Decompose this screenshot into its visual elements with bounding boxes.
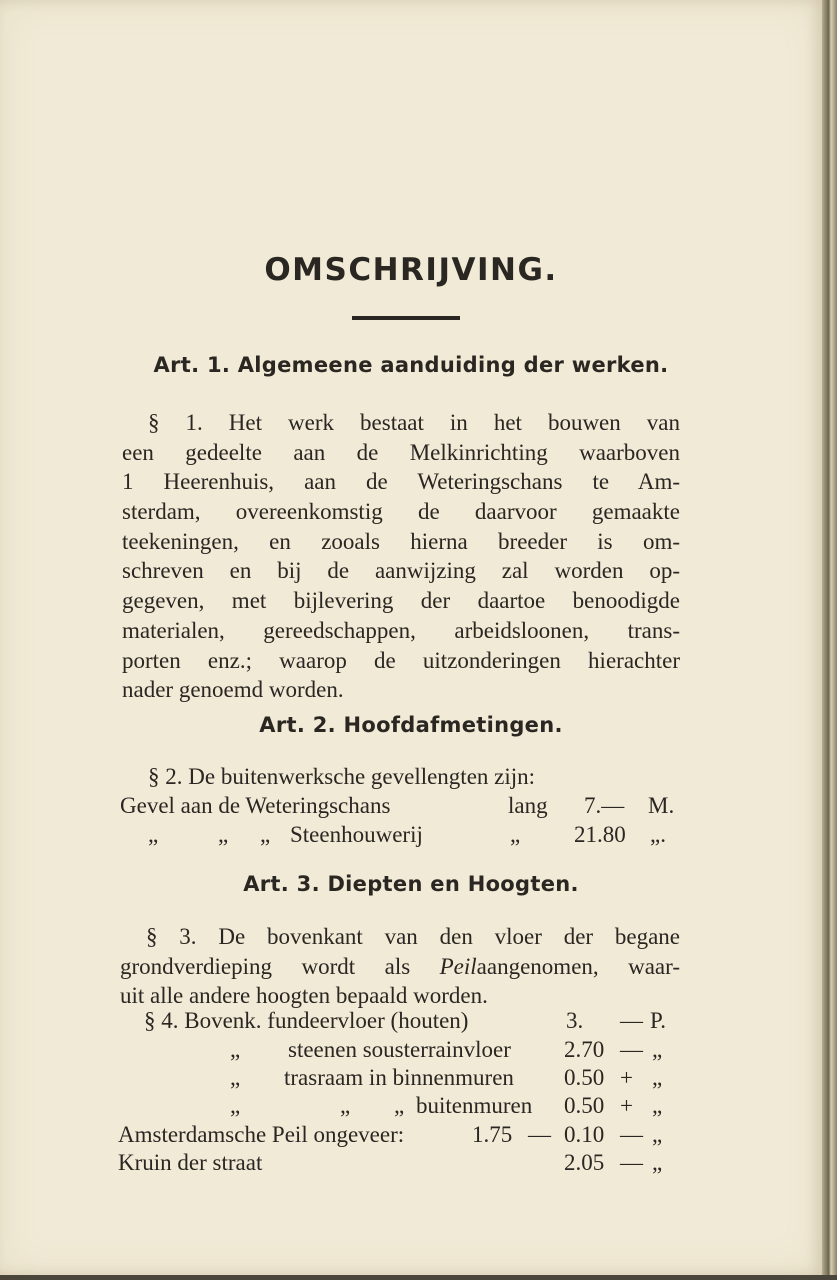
page-title: OMSCHRIJVING. bbox=[264, 252, 558, 288]
level-row bbox=[118, 1120, 680, 1149]
level-value: 2.70 bbox=[564, 1037, 605, 1062]
art1-line: § 1. Het werk bestaat in het bouwen van bbox=[148, 410, 680, 435]
level-value: 0.10 bbox=[564, 1122, 605, 1147]
steenhouwerij-unit: „. bbox=[650, 822, 666, 847]
level-sign: — bbox=[620, 1122, 643, 1147]
level-row bbox=[118, 1035, 680, 1064]
ditto-mark: „ bbox=[230, 1065, 241, 1090]
art3-paragraph bbox=[120, 922, 680, 1011]
gevel-label: Gevel aan de Weteringschans bbox=[120, 793, 391, 818]
art1-line: gegeven, met bijlevering der daartoe benoodigde bbox=[122, 588, 680, 614]
art3-line-peil bbox=[120, 952, 680, 982]
level-row bbox=[118, 1148, 680, 1177]
art1-line: materialen, gereedschappen, arbeidsloonen, trans- bbox=[122, 617, 680, 643]
title-rule bbox=[352, 316, 460, 320]
art3-line-part: aangenomen, waar- bbox=[476, 953, 680, 979]
ditto-mark: „ bbox=[148, 822, 159, 847]
level-row bbox=[118, 1091, 680, 1120]
level-label: trasraam in binnenmuren bbox=[284, 1065, 514, 1090]
art1-line: porten enz.; waarop de uitzonderingen hierachter bbox=[122, 647, 680, 673]
level-sign: — bbox=[620, 1008, 643, 1033]
level-label: Amsterdamsche Peil ongeveer: bbox=[118, 1122, 405, 1147]
art1-line: een gedeelte aan de Melkinrichting waarboven bbox=[122, 439, 680, 465]
level-value: 1.75 bbox=[472, 1122, 513, 1147]
book-bottom-edge bbox=[0, 1275, 837, 1280]
art2-row-gevel bbox=[118, 791, 680, 820]
level-label: buitenmuren bbox=[416, 1093, 533, 1118]
art3-heading: Art. 3. Diepten en Hoogten. bbox=[243, 872, 579, 896]
ditto-mark: „ bbox=[510, 822, 521, 847]
art3-line: § 3. De bovenkant van den vloer der begane bbox=[146, 924, 680, 949]
level-sign: + bbox=[620, 1093, 633, 1118]
level-unit: P. bbox=[650, 1008, 666, 1033]
level-label: steenen sousterrainvloer bbox=[288, 1037, 511, 1062]
art1-line: teekeningen, en zooals hierna breeder is om- bbox=[122, 528, 680, 554]
art1-line: schreven en bij de aanwijzing zal worden op- bbox=[122, 558, 680, 584]
art2-heading: Art. 2. Hoofdafmetingen. bbox=[259, 713, 563, 737]
art1-line: nader genoemd worden. bbox=[122, 677, 344, 703]
art2-row-steenhouwerij bbox=[118, 820, 680, 849]
level-unit: „ bbox=[652, 1093, 663, 1118]
gevel-value: 7.— bbox=[584, 793, 625, 818]
level-row bbox=[118, 1006, 680, 1035]
ditto-mark: „ bbox=[230, 1037, 241, 1062]
level-value: 2.05 bbox=[564, 1150, 605, 1175]
art1-paragraph bbox=[122, 408, 680, 705]
level-sign: — bbox=[620, 1037, 643, 1062]
level-value: 0.50 bbox=[564, 1093, 605, 1118]
art2-intro bbox=[148, 762, 710, 791]
level-unit: „ bbox=[652, 1122, 663, 1147]
peil-word: Peil bbox=[439, 953, 477, 979]
art1-line: 1 Heerenhuis, aan de Weteringschans te Am- bbox=[122, 469, 680, 495]
gevel-unit-word: lang bbox=[508, 793, 548, 818]
gevel-unit: M. bbox=[648, 793, 675, 818]
level-value: 0.50 bbox=[564, 1065, 605, 1090]
level-value: 3. bbox=[566, 1008, 584, 1033]
art1-line: sterdam, overeenkomstig de daarvoor gemaakte bbox=[122, 499, 680, 525]
ditto-mark: „ bbox=[260, 822, 271, 847]
ditto-mark: „ bbox=[218, 822, 229, 847]
level-sign: — bbox=[620, 1150, 643, 1175]
level-label: § 4. Bovenk. fundeervloer (houten) bbox=[144, 1008, 469, 1033]
ditto-mark: „ bbox=[394, 1093, 405, 1118]
level-dash: — bbox=[528, 1122, 551, 1147]
art3-line-part: grondverdieping wordt als bbox=[120, 953, 440, 979]
level-sign: + bbox=[620, 1065, 633, 1090]
art3-line: uit alle andere hoogten bepaald worden. bbox=[120, 983, 488, 1009]
art2-intro-text: § 2. De buitenwerksche gevellengten zijn: bbox=[148, 764, 536, 789]
level-unit: „ bbox=[652, 1037, 663, 1062]
level-row bbox=[118, 1063, 680, 1092]
book-edge bbox=[822, 0, 837, 1280]
level-unit: „ bbox=[652, 1150, 663, 1175]
steenhouwerij-label: Steenhouwerij bbox=[290, 822, 423, 847]
level-unit: „ bbox=[652, 1065, 663, 1090]
ditto-mark: „ bbox=[230, 1093, 241, 1118]
level-label: Kruin der straat bbox=[118, 1150, 263, 1175]
steenhouwerij-value: 21.80 bbox=[574, 822, 626, 847]
art1-heading: Art. 1. Algemeene aanduiding der werken. bbox=[153, 353, 669, 377]
ditto-mark: „ bbox=[340, 1093, 351, 1118]
